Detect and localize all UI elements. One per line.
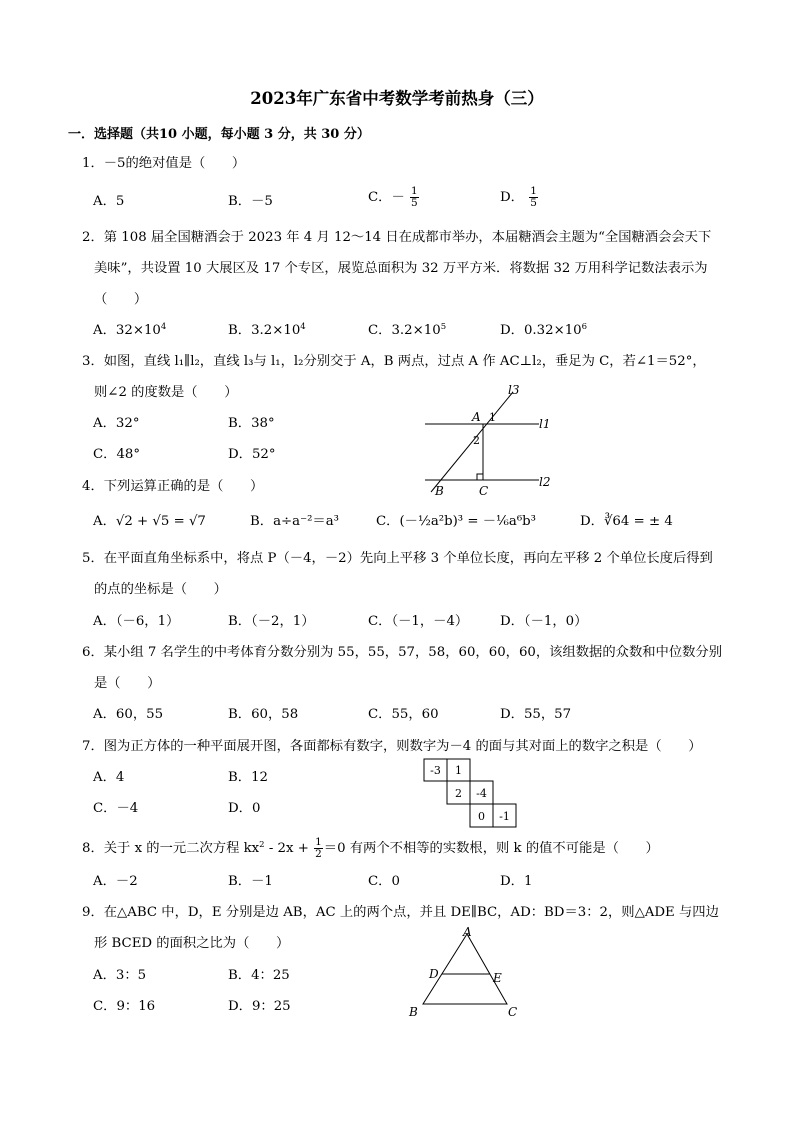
q8-pre: 8．关于 x 的一元二次方程 kx <box>82 840 260 856</box>
label-e: E <box>493 971 502 985</box>
q2-c-exp: 5 <box>440 322 447 332</box>
question-6-line-1: 6．某小组 7 名学生的中考体育分数分别为 55，55，57，58，60，60，60，该组数据的众数和中位数分别 <box>82 645 723 660</box>
q8-fraction <box>314 837 323 860</box>
label-a: A <box>463 925 472 939</box>
q7-option-a: A．4 <box>93 770 125 785</box>
page-title: 2023年广东省中考数学考前热身（三） <box>250 89 544 108</box>
q1-option-d-fraction <box>529 186 538 209</box>
q7-option-d: D．0 <box>228 801 261 816</box>
q2-c-base: C．3.2×10 <box>368 323 441 338</box>
net-value-3: 2 <box>455 787 462 800</box>
question-9-line-1: 9．在△ABC 中，D，E 分别是边 AB，AC 上的两个点，并且 DE∥BC，AD：BD＝3：2，则△ADE 与四边 <box>82 905 719 920</box>
q7-cube-net-figure <box>420 758 520 830</box>
q2-option-d <box>500 324 587 337</box>
label-c: C <box>479 484 489 498</box>
line-l3 <box>431 392 513 492</box>
q2-d-exp: 6 <box>581 322 588 332</box>
q2-a-base: A．32×10 <box>93 323 161 338</box>
q8-option-b: B．－1 <box>228 874 273 889</box>
q3-option-c: C．48° <box>93 447 141 462</box>
q1-option-b: B．－5 <box>228 194 273 209</box>
label-c: C <box>508 1005 518 1019</box>
question-2-line-2: 美味”，共设置 10 大展区及 17 个专区，展览总面积为 32 万平方米．将数据 32 万用科学记数法表示为 <box>94 261 708 276</box>
q6-option-c: C．55，60 <box>368 707 439 722</box>
q5-option-b: B．（－2，1） <box>228 614 315 629</box>
q2-a-exp: 4 <box>160 322 167 332</box>
q3-option-a: A．32° <box>93 416 140 431</box>
q4-option-c: C．(－½a²b)³ = －⅙a⁶b³ <box>376 514 537 529</box>
question-4-stem: 4．下列运算正确的是（ ） <box>82 479 264 494</box>
q4-option-d: D．∛64 = ± 4 <box>580 514 673 529</box>
question-9-line-2: 形 BCED 的面积之比为（ ） <box>94 936 290 951</box>
net-value-5: 0 <box>478 810 485 823</box>
q8-frac-den: 2 <box>315 848 322 861</box>
label-angle-1: 1 <box>489 411 496 424</box>
question-5-line-2: 的点的坐标是（ ） <box>94 582 227 597</box>
label-b: B <box>435 484 444 498</box>
q6-option-d: D．55，57 <box>500 707 572 722</box>
q5-option-a: A．（－6，1） <box>93 614 180 629</box>
question-2-line-1: 2．第 108 届全国糖酒会于 2023 年 4 月 12～14 日在成都市举办，本届糖酒会主题为“全国糖酒会会天下 <box>82 230 712 245</box>
q1-c-num: 1 <box>411 185 418 197</box>
q2-b-exp: 4 <box>300 322 306 332</box>
q8-post: ＝0 有两个不相等的实数根，则 k 的值不可能是（ ） <box>323 840 659 856</box>
question-8-stem <box>82 837 659 860</box>
q9-triangle-figure <box>402 924 532 1022</box>
q9-option-c: C．9：16 <box>93 999 156 1014</box>
q4-option-b: B．a÷a⁻²＝a³ <box>250 514 339 529</box>
q7-option-c: C．－4 <box>93 801 139 816</box>
q9-option-b: B．4：25 <box>228 968 290 983</box>
q9-option-d: D．9：25 <box>228 999 291 1014</box>
q8-mid: - 2x + <box>264 840 314 856</box>
q2-b-base: B．3.2×10 <box>228 323 301 338</box>
q1-option-c-label: C．－ <box>368 189 405 205</box>
q2-option-a <box>93 324 166 337</box>
q2-d-base: D．0.32×10 <box>500 323 582 338</box>
q6-option-a: A．60，55 <box>93 707 164 722</box>
question-7-stem: 7．图为正方体的一种平面展开图，各面都标有数字，则数字为－4 的面与其对面上的数字之积是（ ） <box>82 739 702 754</box>
label-a: A <box>472 410 481 424</box>
q5-option-d: D．（－1，0） <box>500 614 588 629</box>
q1-option-c <box>368 186 420 209</box>
q8-option-c: C．0 <box>368 874 400 889</box>
q8-option-a: A．－2 <box>93 874 138 889</box>
question-2-line-3: （ ） <box>94 292 148 307</box>
q1-option-d <box>500 186 539 209</box>
q3-option-d: D．52° <box>228 447 276 462</box>
q2-option-b <box>228 324 306 337</box>
q8-frac-num: 1 <box>315 836 322 848</box>
label-b: B <box>409 1005 418 1019</box>
q3-option-b: B．38° <box>228 416 275 431</box>
q1-option-d-label: D． <box>500 189 524 205</box>
q6-option-b: B．60，58 <box>228 707 299 722</box>
net-value-1: -3 <box>430 764 441 777</box>
section-heading: 一．选择题（共10 小题，每小题 3 分，共 30 分） <box>68 127 370 142</box>
label-l3: l3 <box>508 383 520 397</box>
question-3-line-1: 3．如图，直线 l₁∥l₂，直线 l₃与 l₁，l₂分别交于 A，B 两点，过点 A 作 AC⊥l₂，垂足为 C，若∠1＝52°， <box>82 354 706 369</box>
question-5-line-1: 5．在平面直角坐标系中，将点 P（－4，－2）先向上平移 3 个单位长度，再向左平移 2 个单位长度后得到 <box>82 551 713 566</box>
q1-option-c-fraction <box>410 186 419 209</box>
q7-option-b: B．12 <box>228 770 268 785</box>
q9-option-a: A．3：5 <box>93 968 147 983</box>
label-l1: l1 <box>539 417 551 431</box>
net-value-2: 1 <box>455 764 462 777</box>
q3-parallel-lines-figure <box>415 378 565 500</box>
q8-option-d: D．1 <box>500 874 533 889</box>
net-value-6: -1 <box>499 810 510 823</box>
q1-option-a: A．5 <box>93 194 125 209</box>
q8-exp: 2 <box>259 840 265 851</box>
q1-d-num: 1 <box>530 185 537 197</box>
q1-d-den: 5 <box>530 197 537 210</box>
q4-option-a: A．√2 + √5 = √7 <box>93 514 206 529</box>
q1-c-den: 5 <box>411 197 418 210</box>
right-angle-mark <box>477 474 483 480</box>
label-d: D <box>429 967 439 981</box>
label-l2: l2 <box>539 475 551 489</box>
question-3-line-2: 则∠2 的度数是（ ） <box>94 385 238 400</box>
q2-option-c <box>368 324 446 337</box>
question-1-stem: 1．－5的绝对值是（ ） <box>82 156 246 171</box>
question-6-line-2: 是（ ） <box>94 676 161 691</box>
label-angle-2: 2 <box>473 434 480 447</box>
q5-option-c: C．（－1，－4） <box>368 614 469 629</box>
net-value-4: -4 <box>476 787 487 800</box>
